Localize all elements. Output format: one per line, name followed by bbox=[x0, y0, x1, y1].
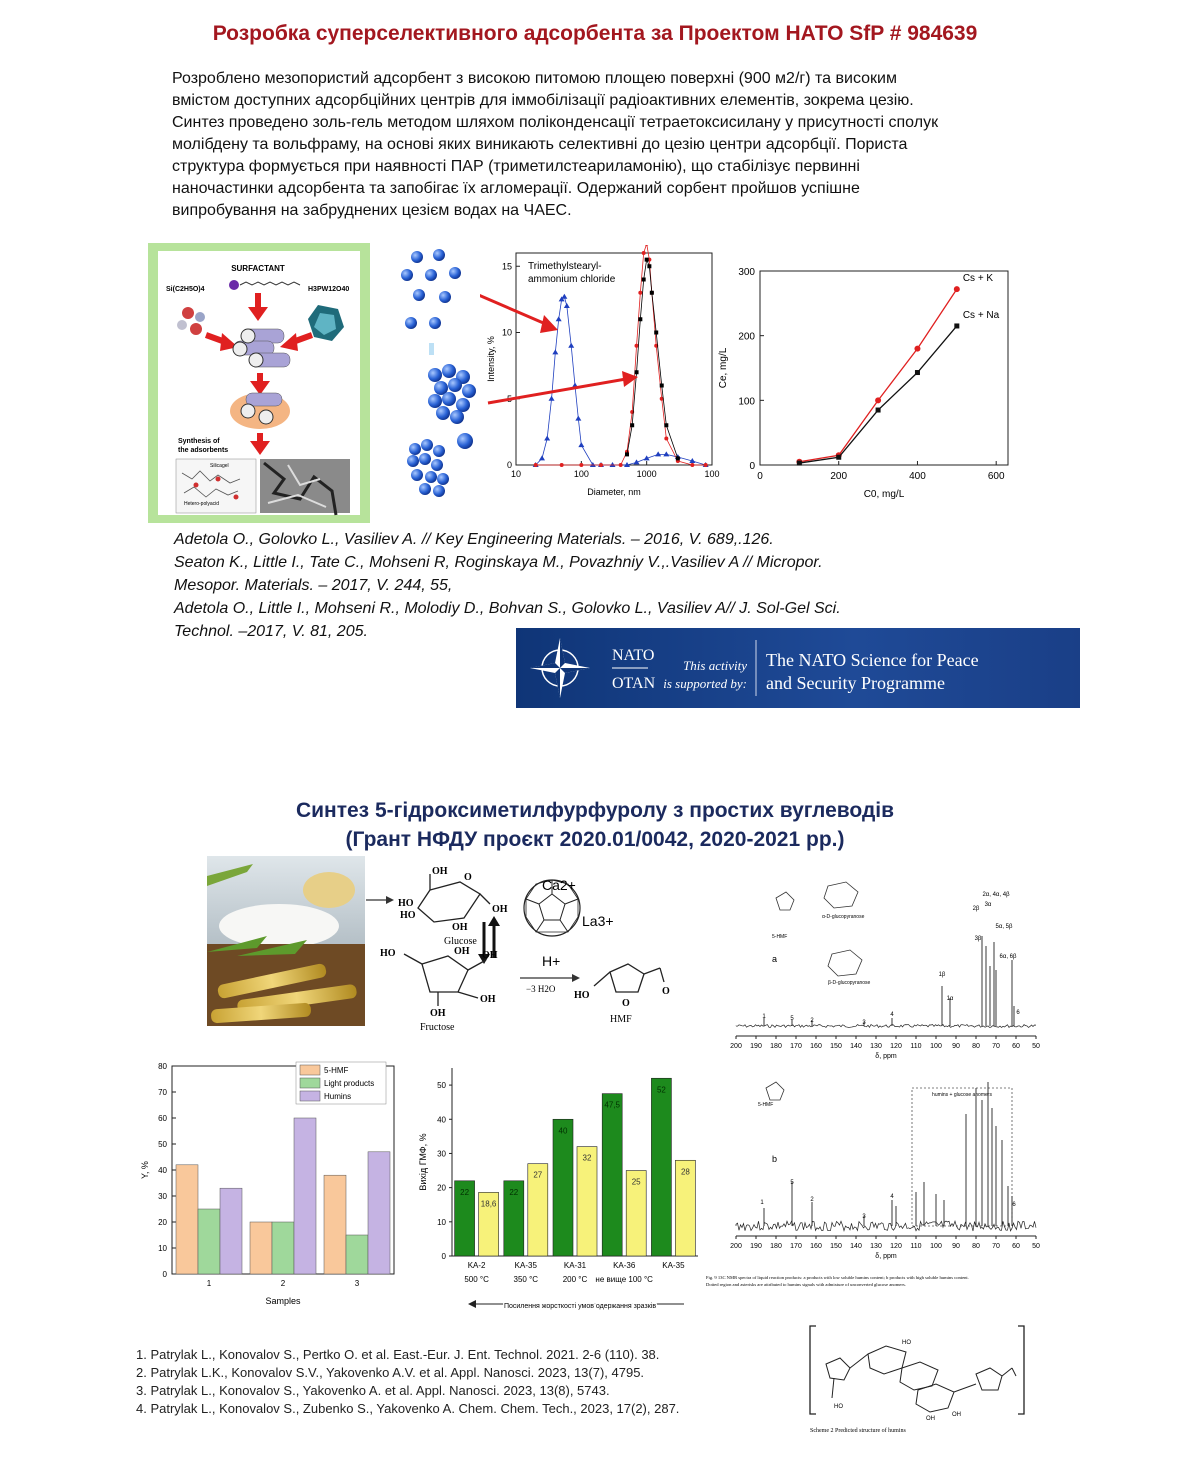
y-tick-label: 15 bbox=[501, 261, 512, 272]
legend-swatch bbox=[300, 1078, 320, 1088]
data-point bbox=[638, 317, 642, 321]
y-tick-label: 0 bbox=[506, 460, 512, 470]
carbohydrate-photos bbox=[207, 856, 365, 1026]
data-point bbox=[704, 463, 708, 467]
ppm-tick-label: 130 bbox=[870, 1043, 882, 1050]
bar bbox=[324, 1175, 346, 1274]
proton-label: H+ bbox=[542, 953, 561, 969]
paragraph-line: Синтез проведено золь-гель методом шляхом поліконденсації тетраетоксисилану у присутності сполук bbox=[172, 114, 939, 131]
x-tick-label: 200 bbox=[830, 471, 848, 482]
data-point bbox=[645, 258, 649, 262]
x-tick-label: 600 bbox=[987, 471, 1005, 482]
plot-frame bbox=[760, 271, 1008, 465]
y-tick-label: 50 bbox=[437, 1081, 446, 1091]
y-tick-label: 0 bbox=[749, 461, 755, 472]
data-point bbox=[647, 264, 651, 268]
series-label: Cs + K bbox=[962, 273, 994, 285]
red-arrow-head bbox=[540, 315, 558, 333]
peak-label: 3α bbox=[984, 902, 992, 908]
svg-text:OH: OH bbox=[454, 946, 470, 957]
y-tick-label: 0 bbox=[162, 1270, 167, 1279]
svg-text:HO: HO bbox=[574, 990, 590, 1001]
section2-title-line: Синтез 5-гідроксиметилфурфуролу з простих вуглеводів bbox=[295, 799, 895, 822]
svg-text:OH: OH bbox=[926, 1416, 935, 1422]
y-tick-label: 30 bbox=[437, 1149, 446, 1159]
red-arrow bbox=[488, 379, 626, 403]
bar bbox=[250, 1222, 272, 1274]
peak-label: 2α, 4α, 4β bbox=[982, 892, 1010, 898]
y-tick-label: 300 bbox=[738, 267, 755, 278]
data-point bbox=[954, 286, 960, 292]
peak-label: 3 bbox=[862, 1020, 866, 1026]
ppm-tick-label: 100 bbox=[930, 1243, 942, 1250]
data-point bbox=[876, 408, 881, 413]
bar-value-label: 22 bbox=[460, 1187, 470, 1197]
bar-value-label: 47,5 bbox=[604, 1100, 620, 1110]
hpa-label: H3PW12O40 bbox=[308, 286, 350, 293]
data-point bbox=[544, 436, 550, 441]
data-point bbox=[914, 346, 920, 352]
y-tick-label: 50 bbox=[158, 1140, 167, 1149]
svg-text:O: O bbox=[464, 872, 472, 883]
peak-label: 1 bbox=[760, 1200, 764, 1206]
data-point bbox=[642, 278, 646, 282]
data-point bbox=[578, 442, 584, 447]
reference-line: 1. Patrylak L., Konovalov S., Pertko O. et al. East.-Eur. J. Ent. Technol. 2021. 2-6 (110). 38. bbox=[136, 1347, 660, 1362]
section2-references bbox=[136, 1346, 796, 1418]
y-tick-label: 80 bbox=[158, 1062, 167, 1071]
data-point bbox=[539, 455, 545, 460]
ppm-tick-label: 120 bbox=[890, 1043, 902, 1050]
y-tick-label: 40 bbox=[158, 1166, 167, 1175]
hmf-molecule-icon bbox=[766, 1082, 784, 1100]
paragraph-line: структура формується при наявності ПАР (триметилстеариламонію), що стабілізує первинні bbox=[172, 158, 860, 175]
bar bbox=[651, 1078, 671, 1256]
y-tick-label: 0 bbox=[441, 1252, 446, 1261]
y-axis-label: Y, % bbox=[140, 1161, 150, 1179]
fructose-structure bbox=[404, 954, 486, 1006]
x-tick-label: 10 bbox=[510, 469, 522, 479]
data-point bbox=[575, 416, 581, 421]
temperature-label: не вище 100 °C bbox=[595, 1275, 653, 1284]
data-point bbox=[556, 316, 562, 321]
ppm-axis-label: δ, ppm bbox=[875, 1053, 897, 1060]
bar bbox=[577, 1147, 597, 1256]
ppm-tick-label: 170 bbox=[790, 1243, 802, 1250]
y-tick-label: 60 bbox=[158, 1114, 167, 1123]
x-axis-label: Diameter, nm bbox=[587, 487, 641, 497]
data-point bbox=[655, 451, 661, 456]
nmr-baseline bbox=[736, 1221, 1036, 1231]
ppm-tick-label: 170 bbox=[790, 1043, 802, 1050]
hmf-yield-bar-chart bbox=[414, 1062, 714, 1318]
svg-text:OH: OH bbox=[952, 1412, 961, 1418]
y-tick-label: 20 bbox=[158, 1218, 167, 1227]
y-tick-label: 200 bbox=[738, 331, 755, 343]
data-point bbox=[915, 370, 920, 375]
peak-label: 6 bbox=[1012, 1202, 1016, 1208]
peak-label: 3β bbox=[974, 936, 982, 942]
temperature-label: 350 °C bbox=[513, 1275, 539, 1284]
series-line bbox=[799, 289, 956, 462]
y-tick-label: 30 bbox=[158, 1192, 167, 1201]
temperature-label: 200 °C bbox=[562, 1275, 588, 1284]
section2-title-line: (Грант НФДУ проєкт 2020.01/0042, 2020-2021 рр.) bbox=[345, 828, 845, 851]
series-label: Cs + Na bbox=[962, 309, 1000, 321]
nato-text: NATO bbox=[612, 647, 655, 664]
y-tick-label: 100 bbox=[738, 396, 755, 408]
x-tick-label: 3 bbox=[354, 1279, 360, 1288]
peak-label: 1β bbox=[938, 972, 946, 978]
programme-text: The NATO Science for Peace bbox=[766, 650, 979, 670]
ppm-tick-label: 180 bbox=[770, 1243, 782, 1250]
hmf-label: HMF bbox=[610, 1014, 632, 1025]
ppm-tick-label: 70 bbox=[992, 1243, 1000, 1250]
ppm-tick-label: 140 bbox=[850, 1243, 862, 1250]
series-line bbox=[799, 326, 956, 463]
section1-paragraph bbox=[172, 68, 1082, 222]
x-tick-label: 1000 bbox=[636, 469, 657, 479]
svg-text:OH: OH bbox=[432, 866, 448, 877]
svg-text:O: O bbox=[622, 998, 630, 1009]
data-point bbox=[630, 423, 634, 427]
data-point bbox=[836, 455, 841, 460]
ppm-tick-label: 80 bbox=[972, 1043, 980, 1050]
x-tick-label: 1 bbox=[206, 1279, 212, 1288]
peak-label: 5 bbox=[790, 1180, 794, 1186]
bar-value-label: 32 bbox=[582, 1153, 592, 1163]
legend-label: 5-HMF bbox=[324, 1066, 349, 1075]
reference-line: 4. Patrylak L., Konovalov S., Zubenko S., Yakovenko A. Chem. Chem. Tech., 2023, 17(2), 287. bbox=[136, 1401, 680, 1416]
data-point bbox=[664, 437, 668, 441]
ppm-tick-label: 70 bbox=[992, 1043, 1000, 1050]
synthesis-label: Synthesis of bbox=[178, 438, 220, 445]
ppm-tick-label: 190 bbox=[750, 1243, 762, 1250]
nmr-spectra bbox=[706, 866, 1046, 1296]
heteropolyacid-label: Hetero-polyacid bbox=[184, 501, 220, 507]
ppm-tick-label: 130 bbox=[870, 1243, 882, 1250]
water-elimination-label: −3 H2O bbox=[526, 984, 556, 994]
reference-line: Adetola O., Golovko L., Vasiliev A. // Key Engineering Materials. – 2016, V. 689,.126. bbox=[174, 531, 774, 548]
nmr-caption: Dotted region and asterisks are attributed to humins signals with admixture of unconverted glucose anomers. bbox=[706, 1282, 906, 1287]
data-point bbox=[549, 396, 555, 401]
ppm-tick-label: 180 bbox=[770, 1043, 782, 1050]
surfactant-head-icon bbox=[229, 280, 239, 290]
bar bbox=[553, 1119, 573, 1256]
peak-label: 6 bbox=[1016, 1010, 1020, 1016]
ppm-tick-label: 90 bbox=[952, 1043, 960, 1050]
reference-line: Technol. –2017, V. 81, 205. bbox=[174, 623, 368, 640]
stabilized-cluster-icon bbox=[428, 364, 476, 424]
data-point bbox=[619, 463, 623, 467]
data-point bbox=[534, 463, 538, 467]
peak-label: 3 bbox=[862, 1214, 866, 1220]
data-point bbox=[664, 423, 668, 427]
dls-chart bbox=[480, 245, 720, 505]
y-tick-label: 10 bbox=[158, 1244, 167, 1253]
ppm-tick-label: 120 bbox=[890, 1243, 902, 1250]
bar bbox=[368, 1152, 390, 1274]
agglomerate-icon bbox=[407, 433, 473, 497]
bar bbox=[346, 1235, 368, 1274]
activity-text: is supported by: bbox=[663, 676, 747, 691]
x-tick-label: 100 bbox=[573, 469, 589, 479]
y-tick-label: 10 bbox=[501, 327, 512, 338]
ppm-tick-label: 150 bbox=[830, 1043, 842, 1050]
data-point bbox=[599, 463, 603, 467]
data-point bbox=[663, 451, 669, 456]
data-point bbox=[564, 303, 570, 308]
data-point bbox=[638, 291, 642, 295]
harshness-arrow-head bbox=[468, 1300, 476, 1308]
peak-label: 4 bbox=[890, 1194, 894, 1200]
annotation-text: Trimethylstearyl- bbox=[528, 261, 602, 272]
hmf-structure bbox=[594, 964, 664, 992]
svg-text:HO: HO bbox=[834, 1404, 843, 1410]
svg-text:O: O bbox=[662, 986, 670, 997]
panel-label: b bbox=[772, 1154, 778, 1164]
bar bbox=[176, 1165, 198, 1274]
bar bbox=[220, 1188, 242, 1274]
svg-text:OH: OH bbox=[492, 904, 508, 915]
peak-label: 2 bbox=[810, 1197, 814, 1203]
svg-text:OH: OH bbox=[482, 950, 498, 961]
hmf-molecule-icon bbox=[776, 892, 794, 910]
x-tick-label: 100 bbox=[704, 469, 720, 479]
teos-label: Si(C2H5O)4 bbox=[166, 286, 205, 293]
ppm-tick-label: 50 bbox=[1032, 1243, 1040, 1250]
data-point bbox=[552, 349, 558, 354]
fructose-label: Fructose bbox=[420, 1022, 455, 1033]
data-point bbox=[954, 323, 959, 328]
ppm-tick-label: 110 bbox=[910, 1043, 922, 1050]
products-bar-chart bbox=[138, 1056, 400, 1312]
x-tick-label: 2 bbox=[280, 1279, 286, 1288]
reference-line: 3. Patrylak L., Konovalov S., Yakovenko A. et al. Appl. Nanosci. 2023, 13(8), 5743. bbox=[136, 1383, 610, 1398]
ppm-tick-label: 200 bbox=[730, 1043, 742, 1050]
bar bbox=[294, 1118, 316, 1274]
silicagel-label: Silicagel bbox=[210, 463, 229, 469]
paragraph-line: вмістом доступних адсорбційних центрів для іммобілізації радіоактивних елементів, зокрема цезію. bbox=[172, 92, 914, 109]
bar-value-label: 22 bbox=[509, 1187, 519, 1197]
reference-line: Mesopor. Materials. – 2017, V. 244, 55, bbox=[174, 577, 453, 594]
paragraph-line: Розроблено мезопористий адсорбент з високою питомою площею поверхні (900 м2/г) та високим bbox=[172, 70, 897, 87]
data-point bbox=[625, 452, 629, 456]
y-axis-label: Ce, mg/L bbox=[718, 347, 729, 389]
glucopyranose-icon bbox=[824, 882, 858, 908]
y-tick-label: 40 bbox=[437, 1115, 446, 1125]
data-point bbox=[645, 245, 649, 246]
synthesis-figure bbox=[148, 243, 370, 523]
data-point bbox=[654, 331, 658, 335]
bar-value-label: 52 bbox=[656, 1085, 666, 1095]
svg-text:OH: OH bbox=[430, 1008, 446, 1019]
humins-region-label: humins + glucose anomers bbox=[932, 1092, 992, 1098]
peak-label: 2 bbox=[810, 1018, 814, 1024]
svg-text:HO: HO bbox=[398, 898, 414, 909]
x-tick-label: KA-35 bbox=[662, 1261, 685, 1270]
bar bbox=[602, 1094, 622, 1256]
data-point bbox=[690, 463, 694, 467]
x-tick-label: 400 bbox=[909, 471, 926, 482]
peak-label: 1 bbox=[762, 1014, 766, 1020]
humin-structure bbox=[806, 1320, 1042, 1442]
ppm-tick-label: 160 bbox=[810, 1243, 822, 1250]
x-tick-label: 0 bbox=[757, 471, 763, 482]
peak-label: 2β bbox=[972, 906, 980, 912]
reference-line: Adetola O., Little I., Mohseni R., Molodiy D., Bohvan S., Golovko L., Vasiliev A// J. Sol-Gel Sci. bbox=[174, 600, 841, 617]
svg-text:HO: HO bbox=[380, 948, 396, 959]
glucose-label: Glucose bbox=[444, 936, 477, 947]
glucopyranose-icon bbox=[828, 950, 862, 976]
molecule-label: 5-HMF bbox=[772, 934, 788, 940]
reaction-scheme bbox=[360, 860, 690, 1035]
legend-swatch bbox=[300, 1065, 320, 1075]
peak-label: 1α bbox=[946, 996, 954, 1002]
bar-value-label: 25 bbox=[631, 1177, 641, 1187]
peak-label: 5α, 5β bbox=[995, 924, 1013, 930]
tem-image bbox=[260, 459, 350, 513]
data-point bbox=[579, 463, 583, 467]
ppm-tick-label: 110 bbox=[910, 1243, 922, 1250]
panel-label: a bbox=[772, 954, 778, 964]
molecule-label: β-D-glucopyranose bbox=[828, 980, 871, 986]
paragraph-line: наночастинки адсорбента та запобігає їх агломерації. Одержаний сорбент пройшов успішне bbox=[172, 180, 860, 197]
section1-title: Розробка суперселективного адсорбента за Проектом НАТО SfP # 984639 bbox=[212, 22, 978, 45]
data-point bbox=[560, 463, 564, 467]
bar bbox=[198, 1209, 220, 1274]
peak-label: 5 bbox=[790, 1016, 794, 1022]
lanthanum-label: La3+ bbox=[582, 913, 614, 929]
ppm-tick-label: 100 bbox=[930, 1043, 942, 1050]
surfactant-label: SURFACTANT bbox=[231, 264, 285, 273]
glucose-structure bbox=[418, 874, 490, 922]
scheme-caption: Scheme 2 Predicted structure of humins bbox=[810, 1428, 906, 1434]
nmr-caption: Fig. 9 13C NMR spectra of liquid reaction products: a products with low soluble humins content; b products with high soluble humins content. bbox=[706, 1275, 969, 1280]
molecule-label: α-D-glucopyranose bbox=[822, 914, 865, 920]
temperature-label: 500 °C bbox=[464, 1275, 489, 1284]
ppm-tick-label: 190 bbox=[750, 1043, 762, 1050]
y-tick-label: 70 bbox=[158, 1088, 167, 1097]
svg-text:HO: HO bbox=[400, 910, 416, 921]
harshness-caption: Посилення жорсткості умов одержання зразків bbox=[503, 1303, 657, 1310]
reference-line: Seaton K., Little I., Tate C., Mohseni R, Roginskaya M., Povazhniy V.,.Vasiliev A // Micropor. bbox=[174, 554, 823, 571]
activity-text: This activity bbox=[683, 658, 747, 673]
x-axis-label: Samples bbox=[265, 1296, 301, 1306]
nato-sps-banner bbox=[516, 628, 1080, 708]
data-point bbox=[660, 384, 664, 388]
data-point bbox=[635, 370, 639, 374]
y-axis-label: Intensity, % bbox=[486, 336, 496, 382]
series-line bbox=[627, 260, 678, 459]
bar-value-label: 28 bbox=[680, 1167, 690, 1177]
legend-swatch bbox=[300, 1091, 320, 1101]
x-tick-label: KA-35 bbox=[514, 1261, 537, 1270]
y-tick-label: 10 bbox=[437, 1217, 446, 1227]
programme-text: and Security Programme bbox=[766, 673, 945, 693]
ppm-tick-label: 150 bbox=[830, 1243, 842, 1250]
y-axis-label: Вихід ГМФ, % bbox=[418, 1133, 428, 1191]
silica-coated-micelle-icon bbox=[230, 393, 290, 429]
data-point bbox=[875, 397, 881, 403]
calcium-label: Ca2+ bbox=[542, 877, 576, 893]
ppm-tick-label: 60 bbox=[1012, 1243, 1020, 1250]
synthesis-label: the adsorbents bbox=[178, 447, 229, 454]
y-tick-label: 20 bbox=[437, 1183, 446, 1193]
reference-line: 2. Patrylak L.K., Konovalov S.V., Yakovenko A.V. et al. Appl. Nanosci. 2023, 13(7), 4795. bbox=[136, 1365, 645, 1380]
ppm-tick-label: 140 bbox=[850, 1043, 862, 1050]
x-axis-label: C0, mg/L bbox=[863, 489, 905, 500]
ppm-axis-label: δ, ppm bbox=[875, 1253, 897, 1260]
annotation-text: ammonium chloride bbox=[528, 274, 616, 285]
svg-text:OH: OH bbox=[480, 994, 496, 1005]
peak-label: 6α, 6β bbox=[999, 954, 1017, 960]
paragraph-line: молібдену та вольфраму, на основі яких виникають селективні до цезію центри адсорбції. Пориста bbox=[172, 136, 908, 153]
data-point bbox=[642, 251, 646, 255]
peak-label: 4 bbox=[890, 1012, 894, 1018]
legend-label: Light products bbox=[324, 1079, 375, 1088]
data-point bbox=[797, 461, 802, 466]
ppm-tick-label: 160 bbox=[810, 1043, 822, 1050]
bar-value-label: 18,6 bbox=[480, 1199, 497, 1209]
molecule-label: 5-HMF bbox=[758, 1102, 774, 1108]
section1-references bbox=[174, 528, 1074, 643]
data-point bbox=[568, 343, 574, 348]
bar-value-label: 27 bbox=[533, 1170, 543, 1180]
x-tick-label: KA-2 bbox=[467, 1261, 486, 1270]
data-point bbox=[650, 291, 654, 295]
dispersed-particles-icon bbox=[401, 249, 461, 329]
ppm-tick-label: 200 bbox=[730, 1243, 742, 1250]
data-point bbox=[676, 456, 680, 460]
ppm-tick-label: 80 bbox=[972, 1243, 980, 1250]
legend-label: Humins bbox=[324, 1092, 352, 1101]
section2-title bbox=[0, 796, 1190, 854]
nmr-baseline bbox=[736, 1025, 1036, 1028]
ppm-tick-label: 50 bbox=[1032, 1043, 1040, 1050]
paragraph-line: випробування на забруднених цезієм водах на ЧАЕС. bbox=[172, 202, 572, 219]
bar-value-label: 40 bbox=[558, 1126, 568, 1136]
svg-text:HO: HO bbox=[902, 1340, 911, 1346]
bar bbox=[272, 1222, 294, 1274]
x-tick-label: KA-36 bbox=[613, 1261, 636, 1270]
ppm-tick-label: 60 bbox=[1012, 1043, 1020, 1050]
svg-text:OH: OH bbox=[452, 922, 468, 933]
data-point bbox=[561, 294, 567, 299]
isotherm-chart bbox=[710, 265, 1020, 505]
humins-region-box bbox=[912, 1088, 1012, 1226]
otan-text: OTAN bbox=[612, 675, 656, 692]
x-tick-label: KA-31 bbox=[563, 1261, 587, 1270]
ppm-tick-label: 90 bbox=[952, 1243, 960, 1250]
red-arrow bbox=[480, 281, 548, 325]
